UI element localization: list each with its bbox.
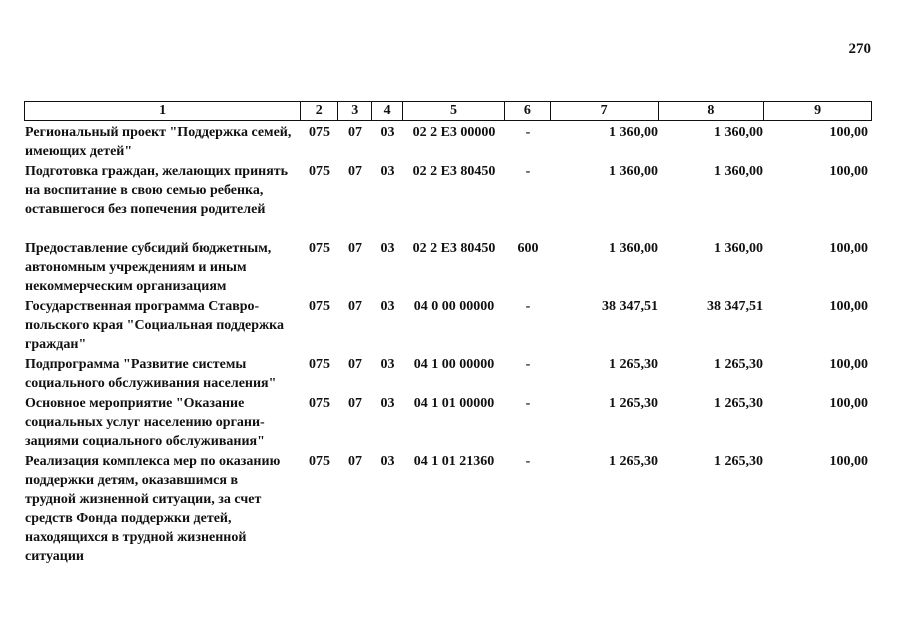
- header-col-1: 1: [25, 102, 301, 120]
- cell-col-6: -: [525, 125, 531, 140]
- cell-col-6: -: [525, 454, 531, 469]
- cell-col-5: 02 2 Е3 80450: [412, 241, 496, 256]
- table-row: [24, 161, 872, 219]
- cell-col-6: 600: [517, 241, 539, 256]
- cell-col-9: 100,00: [829, 241, 868, 256]
- cell-col-9: 100,00: [829, 299, 868, 314]
- cell-col-9: 100,00: [829, 357, 868, 372]
- description-line: Региональный проект "Поддержка семей,: [25, 125, 292, 140]
- cell-col-4: 03: [380, 357, 395, 372]
- cell-col-4: 03: [380, 396, 395, 411]
- cell-col-2: 075: [309, 396, 330, 411]
- cell-col-6: -: [525, 299, 531, 314]
- description-line: Подпрограмма "Развитие системы: [25, 357, 247, 372]
- cell-col-3: 07: [348, 125, 362, 140]
- cell-col-5: 04 1 00 00000: [413, 357, 495, 372]
- cell-col-8: 1 265,30: [714, 396, 763, 411]
- cell-col-7: 1 265,30: [609, 357, 658, 372]
- description-line: ситуации: [25, 549, 84, 564]
- description-line: социальных услуг населению органи-: [25, 415, 265, 430]
- row-description: [24, 354, 301, 393]
- cell-col-6: -: [525, 357, 531, 372]
- cell-col-7: 1 360,00: [609, 125, 658, 140]
- cell-col-2: 075: [309, 357, 330, 372]
- table-row: [24, 296, 872, 354]
- cell-col-3: 07: [348, 299, 362, 314]
- cell-col-9: 100,00: [829, 396, 868, 411]
- table-row: [24, 393, 872, 451]
- cell-col-5: 04 1 01 00000: [413, 396, 495, 411]
- cell-col-8: 1 360,00: [714, 164, 763, 179]
- description-line: польского края "Социальная поддержка: [25, 318, 285, 333]
- cell-col-6: -: [525, 396, 531, 411]
- cell-col-8: 38 347,51: [707, 299, 763, 314]
- cell-col-2: 075: [309, 241, 330, 256]
- description-line: Государственная программа Ставро-: [25, 299, 260, 314]
- cell-col-8: 1 265,30: [714, 454, 763, 469]
- cell-col-4: 03: [380, 299, 395, 314]
- description-line: граждан": [25, 337, 87, 352]
- cell-col-4: 03: [380, 454, 395, 469]
- cell-col-3: 07: [348, 454, 362, 469]
- table-body: [24, 122, 872, 566]
- page-number: 270: [848, 41, 871, 57]
- cell-col-7: 1 265,30: [609, 396, 658, 411]
- cell-col-3: 07: [348, 164, 362, 179]
- header-col-2: 2: [301, 102, 338, 120]
- description-line: поддержки детям, оказавшимся в: [25, 473, 239, 488]
- cell-col-4: 03: [380, 241, 395, 256]
- cell-col-9: 100,00: [829, 454, 868, 469]
- description-line: на воспитание в свою семью ребенка,: [25, 183, 264, 198]
- table-row: [24, 122, 872, 161]
- description-line: социального обслуживания населения": [25, 376, 277, 391]
- description-line: Основное мероприятие "Оказание: [25, 396, 245, 411]
- header-col-4: 4: [372, 102, 403, 120]
- header-col-7: 7: [551, 102, 659, 120]
- header-col-6: 6: [505, 102, 551, 120]
- cell-col-2: 075: [309, 454, 330, 469]
- description-line: находящихся в трудной жизненной: [25, 530, 247, 545]
- cell-col-2: 075: [309, 164, 330, 179]
- row-description: [24, 161, 301, 219]
- header-col-5: 5: [403, 102, 505, 120]
- cell-col-7: 1 360,00: [609, 241, 658, 256]
- cell-col-8: 1 360,00: [714, 241, 763, 256]
- cell-col-5: 04 1 01 21360: [413, 454, 495, 469]
- cell-col-2: 075: [309, 125, 330, 140]
- description-line: Реализация комплекса мер по оказанию: [25, 454, 281, 469]
- cell-col-9: 100,00: [829, 164, 868, 179]
- description-line: средств Фонда поддержки детей,: [25, 511, 232, 526]
- description-line: имеющих детей": [25, 144, 133, 159]
- header-col-8: 8: [659, 102, 765, 120]
- cell-col-7: 38 347,51: [602, 299, 658, 314]
- description-line: некоммерческим организациям: [25, 279, 227, 294]
- cell-col-3: 07: [348, 357, 362, 372]
- cell-col-9: 100,00: [829, 125, 868, 140]
- cell-col-6: -: [525, 164, 531, 179]
- row-description: [24, 451, 301, 566]
- cell-col-3: 07: [348, 241, 362, 256]
- cell-col-4: 03: [380, 125, 395, 140]
- description-line: зациями социального обслуживания": [25, 434, 265, 449]
- cell-col-5: 02 2 Е3 80450: [412, 164, 496, 179]
- cell-col-7: 1 265,30: [609, 454, 658, 469]
- row-description: [24, 122, 301, 161]
- cell-col-3: 07: [348, 396, 362, 411]
- row-description: [24, 296, 301, 354]
- table-row: [24, 354, 872, 393]
- description-line: трудной жизненной ситуации, за счет: [25, 492, 262, 507]
- description-line: Подготовка граждан, желающих принять: [25, 164, 289, 179]
- cell-col-7: 1 360,00: [609, 164, 658, 179]
- table-row: [24, 451, 872, 566]
- header-col-3: 3: [338, 102, 372, 120]
- cell-col-4: 03: [380, 164, 395, 179]
- cell-col-8: 1 360,00: [714, 125, 763, 140]
- row-description: [24, 393, 301, 451]
- description-line: Предоставление субсидий бюджетным,: [25, 241, 272, 256]
- cell-col-5: 04 0 00 00000: [413, 299, 495, 314]
- table-row: [24, 238, 872, 296]
- description-line: автономным учреждениям и иным: [25, 260, 247, 275]
- row-description: [24, 238, 301, 296]
- table-header-row: [24, 101, 872, 121]
- cell-col-8: 1 265,30: [714, 357, 763, 372]
- cell-col-2: 075: [309, 299, 330, 314]
- header-col-9: 9: [814, 103, 822, 118]
- description-line: оставшегося без попечения родителей: [25, 202, 266, 217]
- cell-col-5: 02 2 Е3 00000: [412, 125, 496, 140]
